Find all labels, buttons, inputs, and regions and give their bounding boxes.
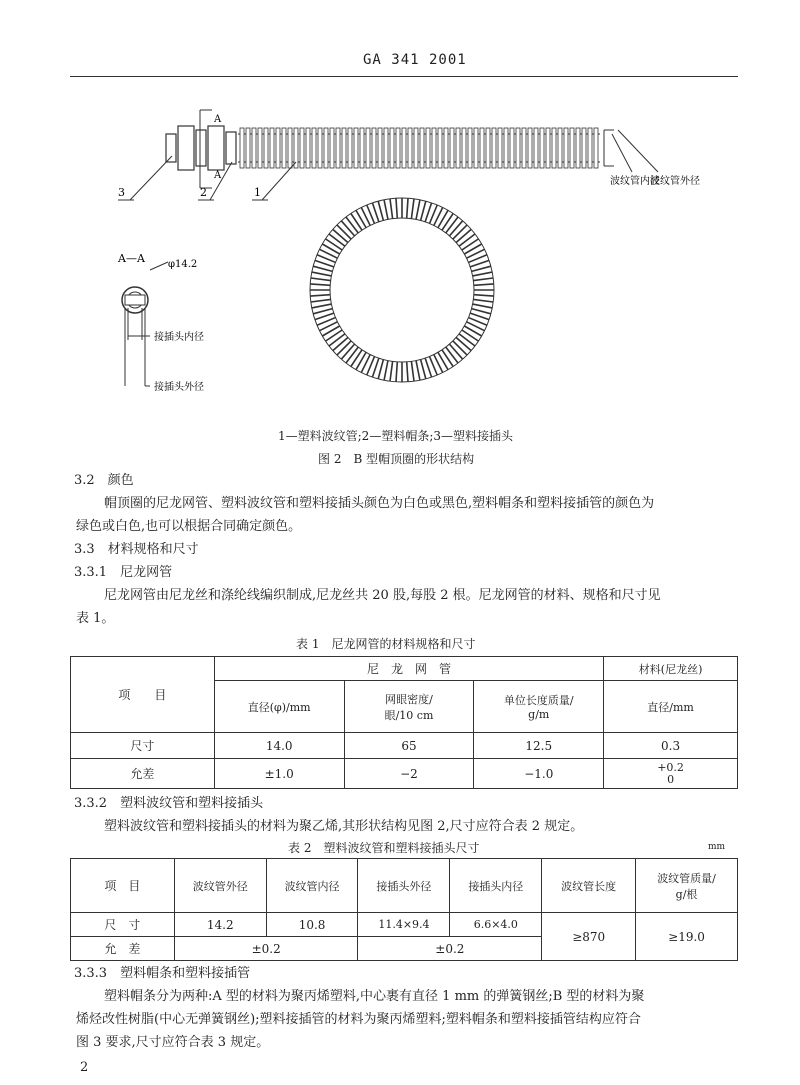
col-header: 网眼密度/ 眼/10 cm (344, 681, 474, 733)
ring-rib (449, 221, 462, 236)
tube-rib (498, 128, 502, 168)
figure-2-drawing (0, 90, 800, 420)
tube-rib (306, 128, 310, 168)
ring-rib (453, 341, 467, 355)
ring-rib (411, 361, 414, 381)
section-mark-top: A (214, 114, 222, 125)
tube-rib (330, 128, 334, 168)
outer-dia-label: 波纹管外径 (650, 176, 700, 187)
tube-rib (576, 128, 580, 168)
tube-rib (426, 128, 430, 168)
ring-rib (341, 344, 354, 359)
ring-rib (390, 199, 393, 219)
tube-rib (588, 128, 592, 168)
figure-caption: 图 2 B 型帽顶圈的形状结构 (318, 452, 475, 466)
ring-rib (411, 199, 414, 219)
cell: ±0.2 (174, 937, 358, 961)
inner-dia-label: 波纹管内径 (610, 176, 660, 187)
tube-rib (582, 128, 586, 168)
tube-rib (450, 128, 454, 168)
ring-ribs (310, 198, 494, 382)
page-number: 2 (80, 1060, 89, 1075)
row-label: 尺 寸 (71, 913, 175, 937)
tube-rib (264, 128, 268, 168)
tube-rib (546, 128, 550, 168)
ring-rib (456, 229, 471, 242)
cell: 14.2 (174, 913, 266, 937)
ring-rib (384, 361, 388, 381)
tube-rib (486, 128, 490, 168)
col-header: 波纹管外径 (174, 859, 266, 913)
table-row (71, 759, 738, 789)
ring-rib (473, 278, 493, 281)
section-title: A—A (118, 252, 145, 265)
tube-rib (594, 128, 598, 168)
tube-rib (354, 128, 358, 168)
tube-rib (348, 128, 352, 168)
tube-rib (480, 128, 484, 168)
group-header: 尼 龙 网 管 (214, 657, 603, 681)
col-header: 波纹管长度 (542, 859, 636, 913)
tube-rib (282, 128, 286, 168)
tube-rib (408, 128, 412, 168)
tube-rib (252, 128, 256, 168)
ring-rib (459, 234, 475, 246)
ring-rib (326, 239, 343, 250)
tube-rib (390, 128, 394, 168)
ring-rib (326, 330, 343, 341)
tube-rib (564, 128, 568, 168)
cell: 6.6×4.0 (450, 913, 542, 937)
tube-rib (396, 128, 400, 168)
tube-rib (402, 128, 406, 168)
row-label: 允 差 (71, 937, 175, 961)
ring-rib (313, 266, 332, 271)
col-header: 直径/mm (604, 681, 738, 733)
tube-rib (540, 128, 544, 168)
ring-rib (310, 284, 330, 285)
paragraph-line: 塑料波纹管和塑料接插头的材料为聚乙烯,其形状结构见图 2,尺寸应符合表 2 规定。 (104, 819, 584, 834)
table1-caption: 表 1 尼龙网管的材料规格和尺寸 (296, 637, 476, 651)
section-heading: 3.3.3 塑料帽条和塑料接插管 (74, 966, 251, 981)
table-row (71, 733, 738, 759)
col-header: 直径(φ)/mm (214, 681, 344, 733)
col-header: 项 目 (71, 859, 175, 913)
tube-rib (474, 128, 478, 168)
tube-rib (570, 128, 574, 168)
tube-rib (324, 128, 328, 168)
ring-rib (378, 201, 383, 220)
tube-rib (384, 128, 388, 168)
paragraph-line: 绿色或白色,也可以根据合同确定颜色。 (76, 519, 302, 534)
tube-rib (258, 128, 262, 168)
cell: 12.5 (474, 733, 604, 759)
tube-rib (504, 128, 508, 168)
table-1 (70, 656, 738, 789)
paragraph-line: 塑料帽条分为两种:A 型的材料为聚丙烯塑料,中心裹有直径 1 mm 的弹簧钢丝;B 型的材料为聚 (104, 989, 645, 1004)
tube-rib (366, 128, 370, 168)
cell: ≥870 (542, 913, 636, 961)
ring-rib (312, 304, 332, 308)
ring-rib (472, 266, 491, 271)
tube-rib (378, 128, 382, 168)
ring-rib (346, 217, 358, 233)
section-heading: 3.3.2 塑料波纹管和塑料接插头 (74, 796, 264, 811)
ring-rib (407, 198, 408, 218)
ring-rib (456, 337, 471, 350)
ring-rib (416, 200, 420, 220)
tube-rib (342, 128, 346, 168)
ring-rib (351, 350, 362, 367)
tube-rib (438, 128, 442, 168)
ring-rib (453, 225, 467, 239)
row-label: 尺寸 (71, 733, 215, 759)
tube-rib (468, 128, 472, 168)
cell: 11.4×9.4 (358, 913, 450, 937)
headband-ring (310, 198, 494, 382)
tube-rib (372, 128, 376, 168)
ring-rib (446, 347, 458, 363)
ring-rib (473, 299, 493, 302)
plug-outer-label: 接插头外径 (154, 382, 204, 393)
tube-rib (528, 128, 532, 168)
tube-rib (516, 128, 520, 168)
cell: ≥19.0 (636, 913, 738, 961)
paragraph-line: 表 1。 (76, 611, 115, 626)
callout-3: 3 (118, 186, 125, 199)
ring-rib (442, 214, 453, 231)
ring-rib (462, 239, 479, 250)
callout-1: 1 (254, 186, 261, 199)
paragraph-line: 帽顶圈的尼龙网管、塑料波纹管和塑料接插头颜色为白色或黑色,塑料帽条和塑料接插管的颜色为 (104, 496, 655, 511)
ring-rib (312, 272, 332, 276)
tube-rib (312, 128, 316, 168)
tube-rib (522, 128, 526, 168)
paragraph-line: 尼龙网管由尼龙丝和涤纶线编织制成,尼龙丝共 20 股,每股 2 根。尼龙网管的材料、规格和尺寸见 (104, 588, 661, 603)
cell: 10.8 (266, 913, 358, 937)
ring-rib (421, 360, 426, 379)
ring-rib (459, 334, 475, 346)
cell: −2 (344, 759, 474, 789)
cell: 14.0 (214, 733, 344, 759)
tube-rib (534, 128, 538, 168)
table2-caption: 表 2 塑料波纹管和塑料接插头尺寸 (288, 841, 480, 855)
ring-rib (311, 278, 331, 281)
ring-rib (378, 360, 383, 379)
cross-section (122, 287, 150, 386)
ring-rib (416, 361, 420, 381)
cell: +0.2 0 (604, 759, 738, 789)
ring-rib (329, 234, 345, 246)
cell: −1.0 (474, 759, 604, 789)
cell: ±1.0 (214, 759, 344, 789)
ring-rib (472, 309, 491, 314)
tube-rib (444, 128, 448, 168)
section-heading: 3.3.1 尼龙网管 (74, 565, 173, 580)
plug-end (166, 126, 236, 170)
ring-rib (396, 362, 397, 382)
phi-label: φ14.2 (168, 259, 198, 270)
tube-rib (360, 128, 364, 168)
row-label: 允差 (71, 759, 215, 789)
cell: ±0.2 (358, 937, 542, 961)
tube-rib (552, 128, 556, 168)
ring-rib (474, 295, 494, 296)
paragraph-line: 图 3 要求,尺寸应符合表 3 规定。 (76, 1035, 270, 1050)
ring-rib (337, 341, 351, 355)
ring-rib (473, 304, 493, 308)
figure-legend: 1—塑料波纹管;2—塑料帽条;3—塑料接插头 (278, 429, 513, 443)
ring-rib (333, 337, 348, 350)
table-2 (70, 858, 738, 961)
tube-rib (300, 128, 304, 168)
tube-rib (414, 128, 418, 168)
header-rule (70, 76, 738, 77)
ring-rib (329, 334, 345, 346)
ring-rib (337, 225, 351, 239)
ring-rib (442, 350, 453, 367)
tube-rib (288, 128, 292, 168)
cell: 65 (344, 733, 474, 759)
ring-rib (346, 347, 358, 363)
table-row (71, 913, 738, 937)
tube-rib (492, 128, 496, 168)
material-header: 材料(尼龙丝) (604, 657, 738, 681)
ring-rib (351, 214, 362, 231)
standard-code: GA 341 2001 (363, 52, 467, 68)
ring-rib (473, 272, 493, 276)
callout-2: 2 (200, 186, 207, 199)
table2-unit: mm (708, 842, 726, 852)
ring-rib (311, 299, 331, 302)
tube-rib (432, 128, 436, 168)
tube-rib (276, 128, 280, 168)
col-header: 单位长度质量/ g/m (474, 681, 604, 733)
ring-rib (449, 344, 462, 359)
ring-rib (313, 309, 332, 314)
ring-rib (310, 295, 330, 296)
ring-rib (462, 330, 479, 341)
ring-rib (341, 221, 354, 236)
tube-rib (336, 128, 340, 168)
tube-rib (318, 128, 322, 168)
col-header: 接插头内径 (450, 859, 542, 913)
col-header: 接插头外径 (358, 859, 450, 913)
ring-rib (446, 217, 458, 233)
tube-rib (420, 128, 424, 168)
ring-rib (421, 201, 426, 220)
plug-inner-label: 接插头内径 (154, 332, 204, 343)
item-header: 项 目 (71, 657, 215, 733)
col-header: 波纹管内径 (266, 859, 358, 913)
section-heading: 3.2 颜色 (74, 473, 134, 488)
ring-rib (390, 361, 393, 381)
tube-rib (558, 128, 562, 168)
tube-rib (456, 128, 460, 168)
cell: 0.3 (604, 733, 738, 759)
col-header: 波纹管质量/ g/根 (636, 859, 738, 913)
section-heading: 3.3 材料规格和尺寸 (74, 542, 199, 557)
paragraph-line: 烯烃改性树脂(中心无弹簧钢丝);塑料接插管的材料为聚丙烯塑料;塑料帽条和塑料接插管结构应符合 (76, 1012, 641, 1027)
tube-rib (462, 128, 466, 168)
ring-rib (407, 362, 408, 382)
ring-rib (396, 198, 397, 218)
ring-rib (384, 200, 388, 220)
ring-rib (474, 284, 494, 285)
ring-rib (333, 229, 348, 242)
tube-rib (240, 128, 244, 168)
section-mark-bottom: A (214, 170, 222, 181)
tube-rib (270, 128, 274, 168)
tube-rib (510, 128, 514, 168)
tube-rib (246, 128, 250, 168)
